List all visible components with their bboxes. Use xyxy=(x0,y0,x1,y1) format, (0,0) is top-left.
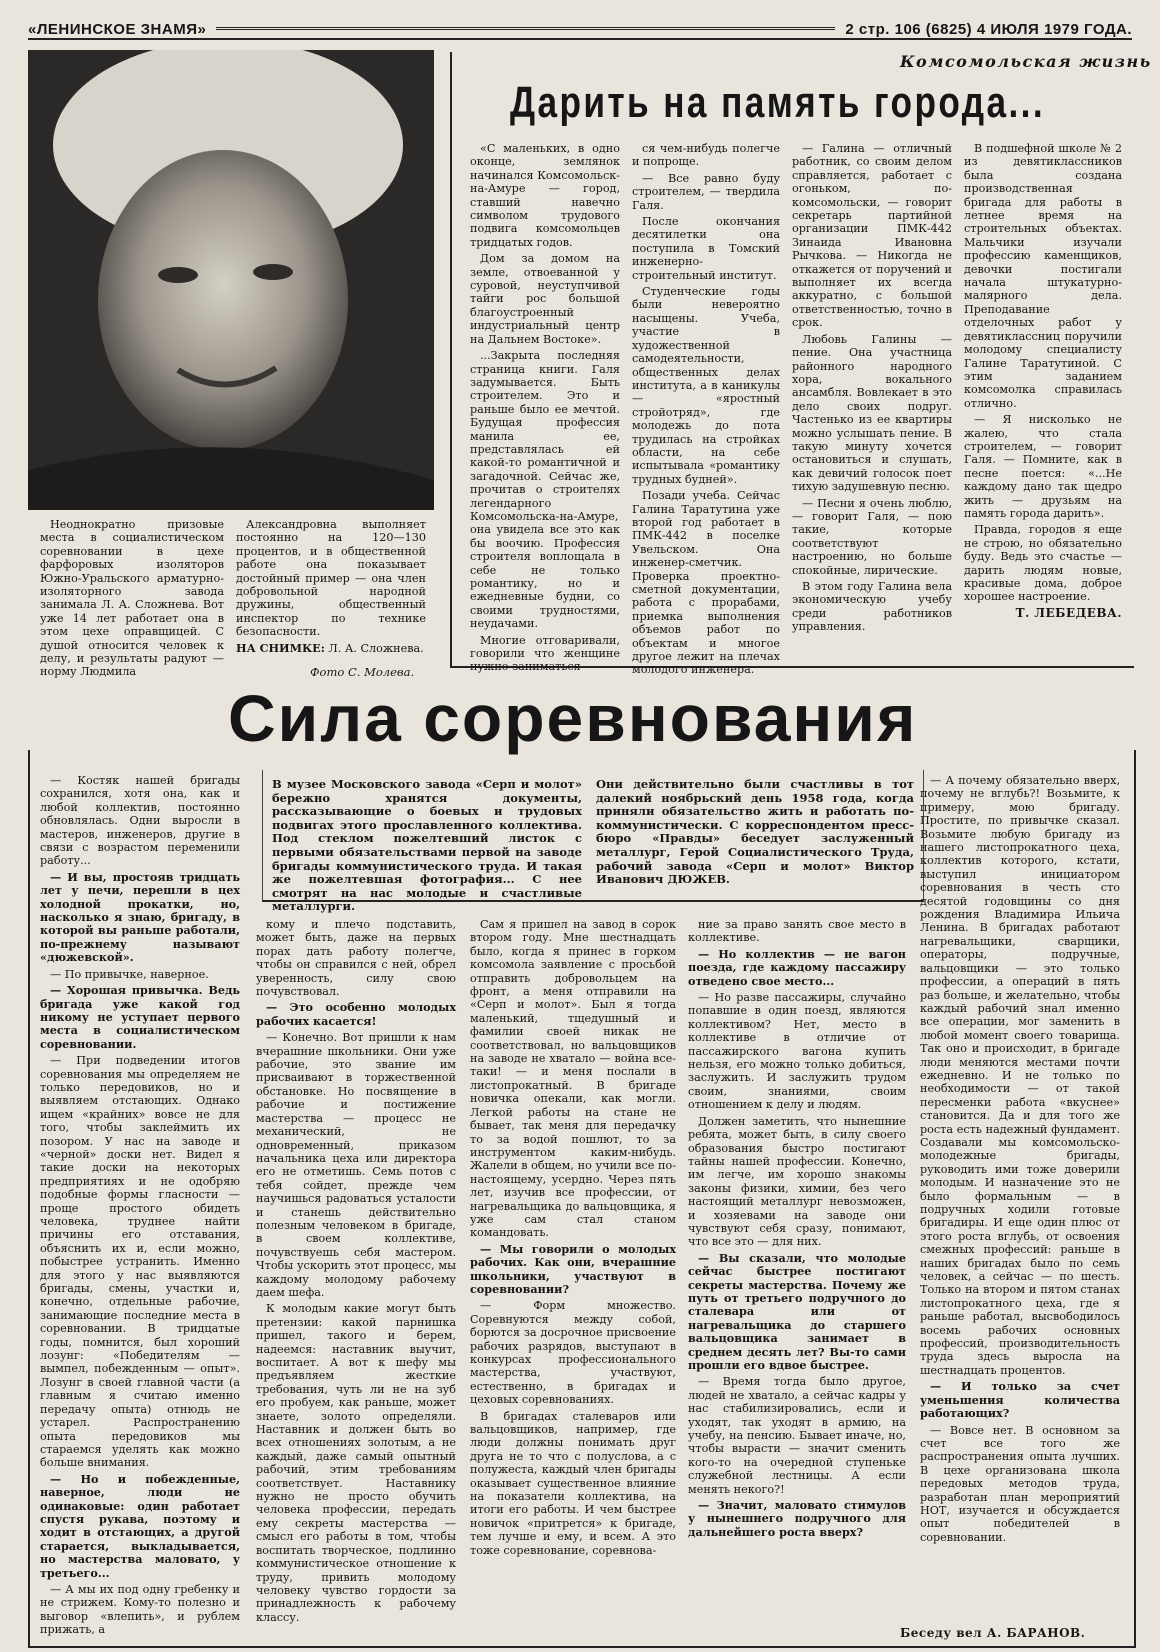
interview-answer: — Время тогда было другое, людей не хватало, а сейчас кадры у нас стабилизировались, если и уходят, так уходят в армию, на учебу, на пенсию. Бывает иначе, но, чтобы вырасти — значит сменить кого-то на очередной ступеньке служебной лестницы. А если менять некого?! xyxy=(688,1375,906,1496)
article2-col2 xyxy=(256,918,456,1627)
article1-col1: «С маленьких, в одно оконце, землянок начинался Комсомольск-на-Амуре — город, ставший навечно символом трудового подвига комсомольцев тридцатых годов. Дом за домом на земле, отвоеванной у суровой, неуступчивой тайги рос большой благоустроенный индустриальный центр на Дальнем Востоке». ...Закрыта последняя страница книги. Галя задумывается. Быть строителем. Это и раньше было ее мечтой. Будущая профессия манила ее, представлялась ей какой-то романтичной и загадочной. Сейчас же, прочитав о строителях легендарного Комсомольска-на-Амуре, она увидела все это как бы воочию. Профессия строителя воплощала в себе не только романтику, но и ежедневные будни, со своими трудностями, неудачами. Многие отговаривали, говорили что женщине нужно заниматься xyxy=(470,142,620,674)
article2-lead-left: В музее Московского завода «Серп и молот» бережно хранятся документы, рассказывающие о боевых и трудовых подвигах этого прославленного коллектива. Под стеклом пожелтевший листок с первыми обязательствами первой на заводе бригады коммунистического труда. И такая же пожелтевшая фотография... С нее смотрят на нас молодые и счастливые металлурги. xyxy=(272,777,582,914)
interview-question: — Вы сказали, что молодые сейчас быстрее постигают секреты мастерства. Почему же путь от третьего подручного до сталевара или от нагревальщика до старшего вальцовщика занимает в среднем десять лет? Вы-то сами прошли его вдвое быстрее. xyxy=(688,1250,906,1372)
article1-col2: ся чем-нибудь полегче и попроще. — Все равно буду строителем, — твердила Галя. После окончания десятилетки она поступила в Томский инженерно-строительный институт. Студенческие годы были невероятно насыщены. Учеба, участие в художественной самодеятельности, общественных делах института, а в каникулы — «яростный стройотряд», где молодежь до пота трудилась на стройках области, на себе испытывала «романтику трудных будней». Позади учеба. Сейчас Галина Таратутина уже второй год работает в ПМК-442 в поселке Увельском. Она инженер-сметчик. Проверка проектно-сметной документации, работа с прорабами, приемка выполнения объемов работ по объектам и многое другое лежит на плечах молодого инженера. xyxy=(632,142,780,677)
interview-answer: — Вовсе нет. В основном за счет все того же распространения опыта лучших. В цехе организована школа передовых методов труда, разработан план мероприятий НОТ, изучается и обсуждается опыт победителей в соревновании. xyxy=(920,1423,1120,1544)
interview-answer: кому и плечо подставить, может быть, даже на первых порах дать работу полегче, чтобы он справился с ней, обрел уверенность, силу свою почувствовал. xyxy=(256,918,456,999)
interview-answer: К молодым какие могут быть претензии: какой парнишка пришел, такого и берем, надеемся: наставник выучит, воспитает. А вот к шефу мы предъявляем жесткие требования, чуть ли не на зуб его пробуем, как раньше, может знаете, золото определяли. Наставник и должен быть во всех отношениях золотым, а не каждый, даже самый опытный рабочий, этим требованиям соответствует. Наставнику нужно не просто обучить человека профессии, передать ему секреты мастерства — смысл его работы в том, чтобы воспитать творческое, подлинно коммунистическое отношение к труду, привить молодому человеку чувство гордости за принадлежность к рабочему классу. xyxy=(256,1302,456,1624)
masthead-rule xyxy=(216,27,835,30)
article1-col3: — Галина — отличный работник, со своим делом справляется, работает с огоньком, по-комсомольски, — говорит секретарь партийной организации ПМК-442 Зинаида Ивановна Рычкова. — Никогда не откажется от поручений и выполняет их всегда аккуратно, с большой ответственностью, точно в срок. Любовь Галины — пение. Она участница районного народного хора, вокального ансамбля. Вовлекает в это дело своих подруг. Частенько из ее квартиры можно услышать пение. В такую минуту хочется остановиться и слушать, как девичий голосок поет тихую задушевную песню. — Песни я очень люблю, — говорит Галя, — пою такие, которые соответствуют настроению, но больше спокойные, лирические. В этом году Галина вела экономическую учебу среди работников управления. xyxy=(792,142,952,634)
article1-headline: Дарить на память города... xyxy=(510,78,1046,127)
interview-answer: Сам я пришел на завод в сорок втором году. Мне шестнадцать было, когда я принес в горком комсомола заявление с просьбой отправить добровольцем на фронт, а меня отправили на «Серп и молот». Был я тогда маленький, тщедушный и фамилии своей никак не соответствовал, но вальцовщиков на заводе не хватало — война все-таки! — и меня послали в листопрокатный. В бригаде новичка опекали, как могли. Легкой работы на стане не бывает, так меня для передачку то за водой пошлют, то за инструментом каким-нибудь. Жалели в общем, но учили все по-настоящему, усердно. Через пять лет, изучив все профессии, от нагревальщика до вальцовщика, я уже сам стал станом командовать. xyxy=(470,918,676,1240)
article2-col5 xyxy=(920,774,1120,1547)
photo-caption-left: Неоднократно призовые места в социалистическом соревновании в цехе фарфоровых изоляторов Южно-Уральского арматурно-изоляторного завода занимала Л. А. Сложнева. Вот уже 14 лет работает она в этом цехе оправщицей. С душой относится человек к делу, и результаты радуют — норму Людмила xyxy=(40,518,224,679)
article2-col4 xyxy=(688,918,906,1542)
article1-col4: В подшефной школе № 2 из девятиклассников была создана производственная бригада для работы в летнее время на строительных объектах. Мальчики изучали профессию каменщиков, девочки постигали начала штукатурно-малярного дела. Преподавание отделочных работ у девятиклассниц поручили молодому специалисту Галине Таратутиной. С этим заданием комсомолка справилась отлично. — Я нисколько не жалею, что стала строителем, — говорит Галя. — Помните, как в песне поется: «...Не каждому дано так щедро жить — друзьям на память города дарить». Правда, городов я еще не строю, но обязательно буду. Ведь это счастье — дарить людям новые, красивые дома, доброе хорошее настроение. Т. ЛЕБЕДЕВА. xyxy=(964,142,1122,620)
interview-question: — Значит, маловато стимулов у нынешнего подручного для дальнейшего роста вверх? xyxy=(688,1498,906,1539)
interview-question: — И вы, простояв тридцать лет у печи, перешли в цех холодной прокатки, но, насколько я знаю, бригаду, в которой вы раньше работали, по-прежнему называют «дюжевской». xyxy=(40,869,240,965)
interview-answer: — Но разве пассажиры, случайно попавшие в один поезд, являются коллективом? Нет, место в коллективе в отличие от пассажирского вагона купить нельзя, его можно только добиться, заслужить. И заслужить трудом своим, знаниями, своим отношением к делу и людям. xyxy=(688,991,906,1112)
photo-credit: Фото С. Молева. xyxy=(310,665,415,679)
caption-label-text: Л. А. Сложнева. xyxy=(328,641,424,655)
article2-headline: Сила соревнования xyxy=(228,681,918,755)
interview-answer: — Конечно. Вот пришли к нам вчерашние школьники. Они уже рабочие, это звание им присваивают в торжественной обстановке. Но посвящение в рабочие и постижение мастерства — процесс не механический, не одновременный, приказом начальника цеха или директора его не отметишь. Семь потов с тебя сойдет, прежде чем научишься радоваться усталости и станешь действительно полезным человеком в бригаде, в своем коллективе, почувствуешь себя мастером. Чтобы ускорить этот процесс, мы каждому молодому рабочему даем шефа. xyxy=(256,1031,456,1299)
interview-answer: — Форм множество. Соревнуются между собой, борются за досрочное присвоение рабочих разрядов, выступают в конкурсах профессионального мастерства, участвуют, естественно, в бригадах и цеховых соревнованиях. xyxy=(470,1299,676,1407)
article1-signature: Т. ЛЕБЕДЕВА. xyxy=(1015,605,1122,620)
issue-info: 2 стр. 106 (6825) 4 ИЮЛЯ 1979 ГОДА. xyxy=(845,21,1132,38)
photo-caption-right: Александровна выполняет постоянно на 120—130 процентов, и в общественной работе она показывает достойный пример — она член добровольной народной дружины, общественный инспектор по технике безопасности. НА СНИМКЕ: Л. А. Сложнева. xyxy=(236,518,426,655)
interview-answer: В бригадах сталеваров или вальцовщиков, например, где люди должны понимать друг друга не то что с полуслова, а с полужеста, каждый член бригады оказывает существенное влияние на показатели коллектива, на итоги его работы. И чем быстрее новичок «притрется» к бригаде, тем лучше и ему, и всем. А это тоже соревнование, соревнова- xyxy=(470,1409,676,1557)
interview-question: — Но коллектив — не вагон поезда, где каждому пассажиру отведено свое место... xyxy=(688,946,906,988)
article2-col1 xyxy=(40,774,240,1640)
interview-question: — Хорошая привычка. Ведь бригада уже какой год никому не уступает первого места в социалистическом соревновании. xyxy=(40,983,240,1051)
interview-answer: — А мы их под одну гребенку и не стрижем. Кому-то полезно и выговор «влепить», и рублем прижать, а xyxy=(40,1582,240,1637)
article2-col3 xyxy=(470,918,676,1560)
caption-label: НА СНИМКЕ: xyxy=(236,640,325,655)
interview-answer: — А почему обязательно вверх, почему не вглубь?! Возьмите, к примеру, мою бригаду. Простите, по привычке сказал. Возьмите любую бригаду из нашего листопрокатного цеха, коллектив которого, кстати, выступил инициатором соревнования в честь сто десятой годовщины со дня рождения Владимира Ильича Ленина. В бригадах работают нагревальщики, сварщики, операторы, подручные, вальцовщики — это только профессии, а операций в пять раз больше, и желательно, чтобы каждый рабочий знал именно все операции, мог заменить в любой момент своего товарища. Так оно и происходит, в бригаде люди меняются местами почти ежедневно. И не только по необходимости — от такой пересменки работа «вкуснее» становится. Да и для того же роста есть надежный фундамент. Создавали мы комсомольско-молодежные бригады, руководить ими тоже доверили молодым. И назначение это не было формальным — в подручных ходили готовые бригадиры. И еще один плюс от этого роста вглубь, от освоения смежных профессий: раньше в наших бригадах было по семь человек, а сейчас — по шесть. Только на втором и пятом станах листопрокатного цеха, где я раньше работал, высвободилось восемь рабочих основных профессий, производительность труда здесь выросла на шестнадцать процентов. xyxy=(920,774,1120,1377)
rubric: Комсомольская жизнь xyxy=(900,52,1152,71)
interview-answer: — При подведении итогов соревнования мы определяем не только передовиков, но и выявляем отстающих. Однако ищем «крайних» вовсе не для того, чтобы заклеймить их позором. У нас на заводе и «черной» доски нет. Видел я такие доски на некоторых предприятиях и не одобряю подобные формы гласности — проще простого обидеть человека, труднее найти причины его отставания, объяснить их и, если можно, побыстрее устранить. Именно для этого у нас выявляются бригады, смены, участки и, конечно, отдельные рабочие, занимающие последние места в соревновании. В тридцатые годы, помнится, был хороший лозунг: «Победителям — вымпел, побежденным — опыт». Лозунг в своей главной части (а главным я считаю именно передачу опыта) отнюдь не устарел. Распространению опыта передовиков мы стараемся уделять как можно больше внимания. xyxy=(40,1054,240,1470)
article2-lead-right: Они действительно были счастливы в тот далекий ноябрьский день 1958 года, когда приняли обязательство жить и работать по-коммунистически. С корреспондентом пресс-бюро «Правды» беседует заслуженный металлург, Герой Социалистического Труда, рабочий завода «Серп и молот» Виктор Иванович ДЮЖЕВ. xyxy=(596,777,914,887)
interview-answer: — По привычке, наверное. xyxy=(50,967,209,981)
paper-name: «ЛЕНИНСКОЕ ЗНАМЯ» xyxy=(28,21,207,38)
interview-question: — Мы говорили о молодых рабочих. Как они, вчерашние школьники, участвуют в соревновании? xyxy=(470,1241,676,1296)
interview-question: — И только за счет уменьшения количества работающих? xyxy=(920,1379,1120,1421)
interview-answer: Должен заметить, что нынешние ребята, может быть, в силу своего образования быстро постигают тайны нашей профессии. Конечно, им легче, им хорошо знакомы законы физики, химии, без чего настоящий металлург невозможен, и хозяевами на заводе они чувствуют себя сразу, понимают, что все это — для них. xyxy=(688,1114,906,1249)
interview-question: — Но и побежденные, наверное, люди не одинаковые: один работает спустя рукава, поэтому и ходит в отстающих, а другой старается, выкладывается, но мастерства маловато, у третьего... xyxy=(40,1471,240,1580)
interview-answer: ние за право занять свое место в коллективе. xyxy=(688,918,906,945)
masthead xyxy=(28,14,1132,40)
portrait-photo xyxy=(28,50,434,510)
interview-answer: — Костяк нашей бригады сохранился, хотя она, как и любой коллектив, постоянно обновлялась. Одни выросли в мастеров, инженеров, другие в связи с возрастом переменили работу... xyxy=(40,774,240,868)
interview-question: — Это особенно молодых рабочих касается! xyxy=(256,1000,456,1028)
article2-signature: Беседу вел А. БАРАНОВ. xyxy=(900,1626,1086,1640)
